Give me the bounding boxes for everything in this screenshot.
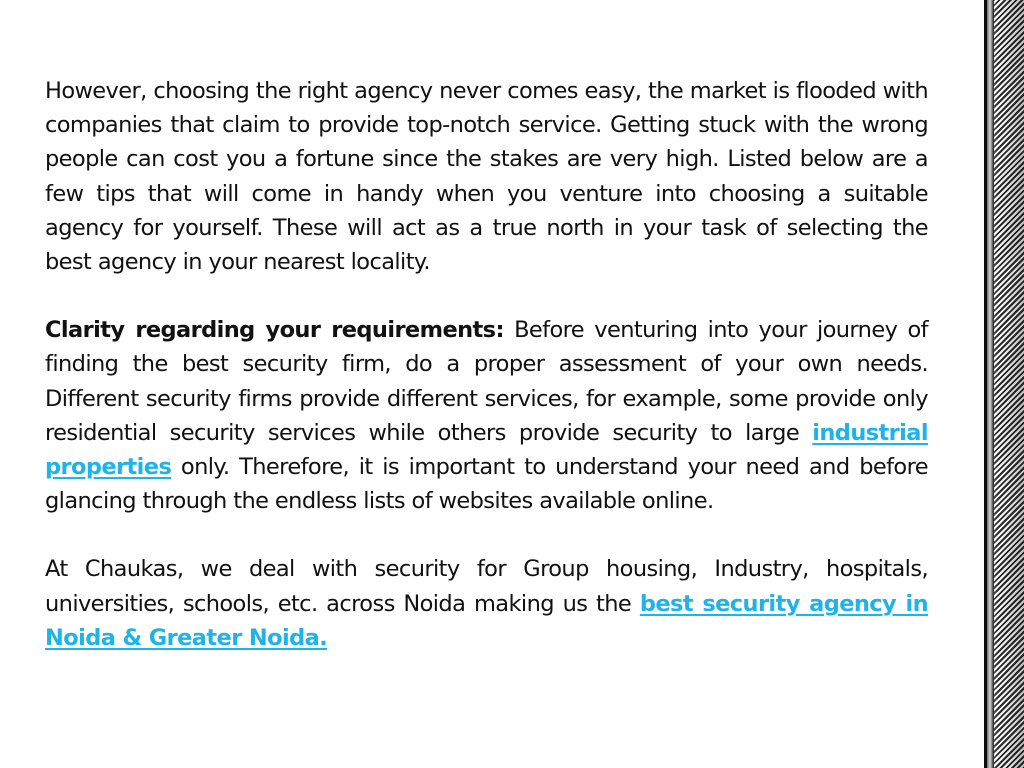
- decorative-edge-line: [984, 0, 994, 768]
- paragraph-requirements: [45, 313, 928, 518]
- chaukas-text-before-link: At Chaukas, we deal with security for Group housing, Industry, hospitals, universities, schools, etc. across Noida making us the: [45, 556, 928, 617]
- requirements-text-before-link: Before venturing into your journey of finding the best security firm, do a proper assessment of your own needs. Different security firms provide different services, for example, some provide only residential security services while others provide security to large: [45, 317, 928, 446]
- requirements-text-after-link: only. Therefore, it is important to understand your need and before glancing through the endless lists of websites available online.: [45, 454, 928, 515]
- industrial-properties-link[interactable]: industrial properties: [45, 419, 928, 481]
- slide-content: [45, 74, 928, 689]
- paragraph-intro: [45, 74, 928, 279]
- best-security-agency-link[interactable]: best security agency in Noida & Greater Noida.: [45, 590, 928, 651]
- paragraph-chaukas: [45, 552, 928, 655]
- requirements-heading: Clarity regarding your requirements:: [45, 317, 504, 344]
- paragraph-intro-text: However, choosing the right agency never comes easy, the market is flooded with companies that claim to provide top-notch service. Getting stuck with the wrong people can cost you a fortune since the stakes are very high. Listed below are a few tips that will come in handy when you venture into choosing a suitable agency for yourself. These will act as a true north in your task of selecting the best agency in your nearest locality.: [45, 78, 928, 276]
